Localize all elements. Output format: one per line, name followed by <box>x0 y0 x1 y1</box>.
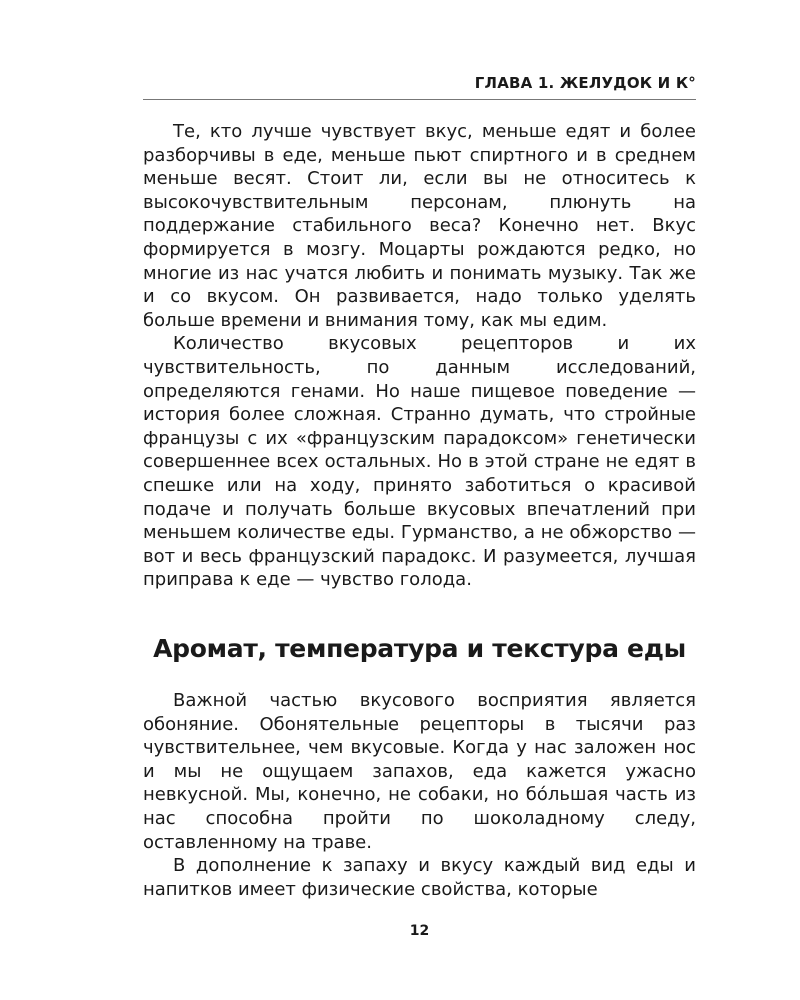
paragraph: Те, кто лучше чувствует вкус, меньше едят и более разборчивы в еде, меньше пьют спиртного и в среднем меньше весят. Стоит ли, если вы не относитесь к высокочувствительным персонам, плюнуть на поддержание стабильного веса? Конечно нет. Вкус формируется в мозгу. Моцарты рождаются редко, но многие из нас учатся любить и понимать музыку. Так же и со вкусом. Он развивается, надо только уделять больше времени и внимания тому, как мы едим. <box>143 121 696 331</box>
text-block-bottom <box>143 689 696 901</box>
running-head: ГЛАВА 1. ЖЕЛУДОК И К° <box>474 74 696 92</box>
paragraph: Важной частью вкусового восприятия является обоняние. Обонятельные рецепторы в тысячи раз чувствительнее, чем вкусовые. Когда у нас заложен нос и мы не ощущаем запахов, еда кажется ужасно невкусной. Мы, конечно, не собаки, но бóльшая часть из нас способна пройти по шоколадному следу, оставленному на траве. <box>143 690 696 853</box>
section-heading: Аромат, температура и текстура еды <box>153 634 686 663</box>
paragraph: В дополнение к запаху и вкусу каждый вид еды и напитков имеет физические свойства, которые <box>143 855 696 900</box>
page-number: 12 <box>409 923 430 939</box>
text-block-top <box>143 120 696 592</box>
paragraph: Количество вкусовых рецепторов и их чувствительность, по данным исследований, определяются генами. Но наше пищевое поведение — история более сложная. Странно думать, что стройные французы с их «французским парадоксом» генетически совершеннее всех остальных. Но в этой стране не едят в спешке или на ходу, принято заботиться о красивой подаче и получать больше вкусовых впечатлений при меньшем количестве еды. Гурманство, а не обжорство — вот и весь французский парадокс. И разумеется, лучшая приправа к еде — чувство голода. <box>143 333 696 591</box>
header-rule <box>143 99 696 100</box>
